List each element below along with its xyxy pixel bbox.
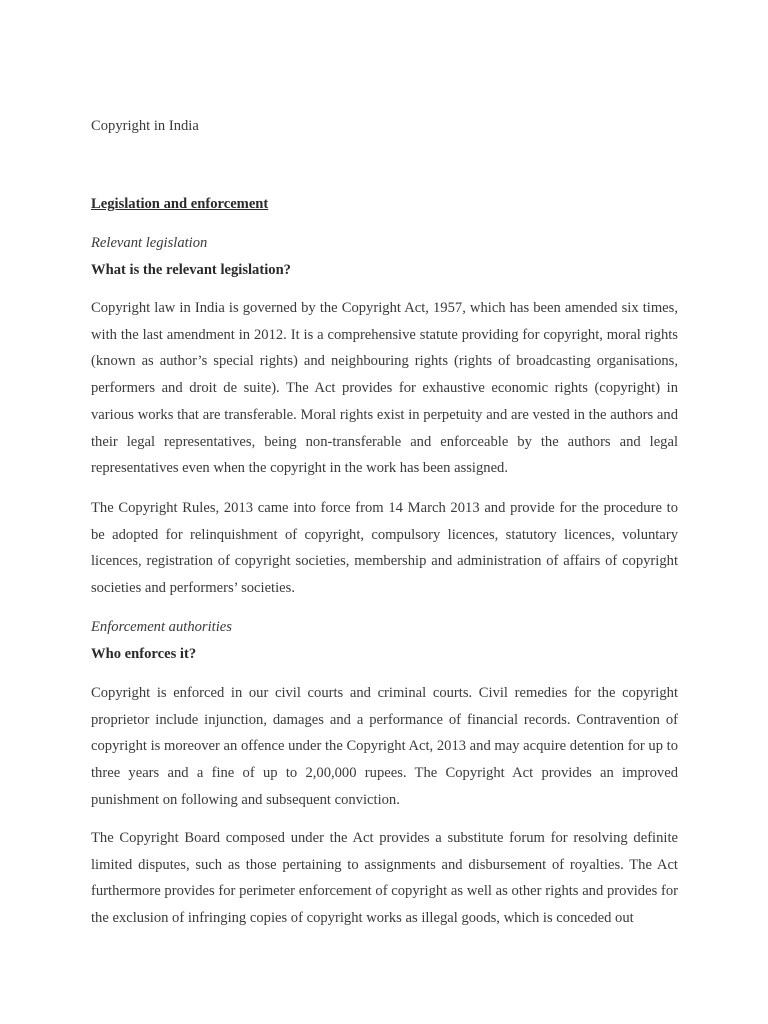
question-relevant-legislation: What is the relevant legislation? — [91, 262, 291, 278]
paragraph-copyright-board: The Copyright Board composed under the Act provides a substitute forum for resolving definite limited disputes, such as those pertaining to assignments and disbursement of royalties. The Act furthermore provides for perimeter enforcement of copyright as well as other rights and provides for the exclusion of infringing copies of copyright works as illegal goods, which is conceded out — [91, 830, 678, 927]
paragraph-copyright-act: Copyright law in India is governed by the Copyright Act, 1957, which has been amended six times, with the last amendment in 2012. It is a comprehensive statute providing for copyright, moral rights (known as author’s special rights) and neighbouring rights (rights of broadcasting organisations, performers and droit de suite). The Act provides for exhaustive economic rights (copyright) in various works that are transferable. Moral rights exist in perpetuity and are vested in the authors and their legal representatives, being non-transferable and enforceable by the authors and legal representatives even when the copyright in the work has been assigned. — [91, 300, 678, 477]
paragraph-enforcement: Copyright is enforced in our civil courts and criminal courts. Civil remedies for the copyright proprietor include injunction, damages and a performance of financial records. Contravention of copyright is moreover an offence under the Copyright Act, 2013 and may acquire detention for up to three years and a fine of up to 2,00,000 rupees. The Copyright Act provides an improved punishment on following and subsequent conviction. — [91, 685, 678, 808]
document-page — [91, 0, 678, 1024]
document-title: Copyright in India — [91, 118, 199, 134]
subsection-label-relevant-legislation: Relevant legislation — [91, 235, 208, 251]
question-who-enforces: Who enforces it? — [91, 646, 197, 662]
section-heading: Legislation and enforcement — [91, 196, 269, 212]
subsection-label-enforcement-authorities: Enforcement authorities — [91, 619, 232, 635]
paragraph-copyright-rules: The Copyright Rules, 2013 came into force from 14 March 2013 and provide for the procedure to be adopted for relinquishment of copyright, compulsory licences, statutory licences, voluntary licences, registration of copyright societies, membership and administration of affairs of copyright societies and performers’ societies. — [91, 500, 678, 597]
